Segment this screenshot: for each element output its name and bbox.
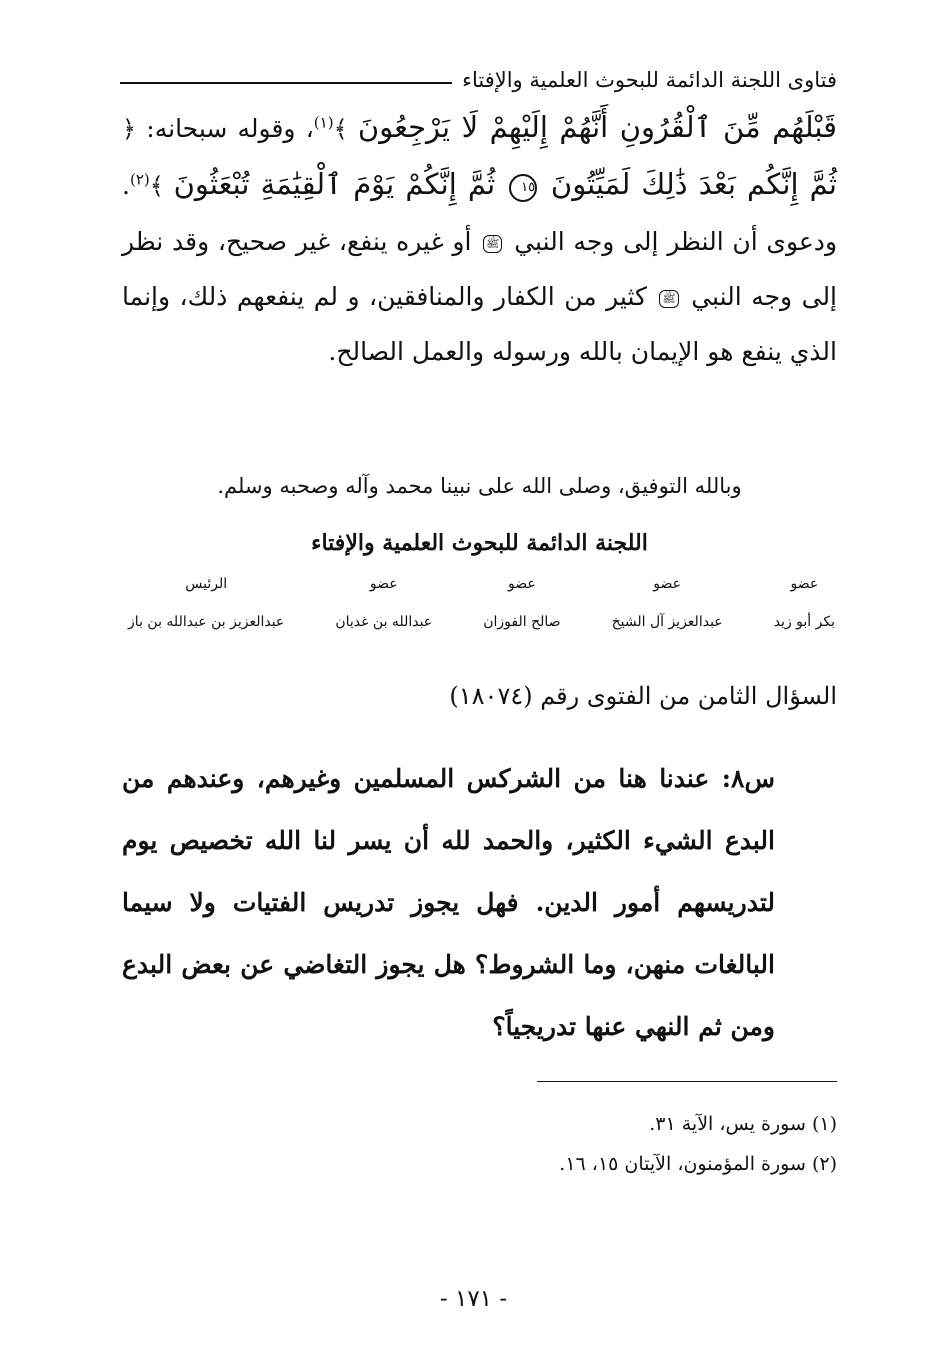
signatory xyxy=(774,576,835,630)
verse-number-icon: ١٥ xyxy=(509,174,537,202)
answer-text-2: . ودعوى أن النظر إلى وجه النبي xyxy=(122,171,838,256)
signatory xyxy=(128,576,284,630)
signatory xyxy=(612,576,723,630)
header-title: فتاوى اللجنة الدائمة للبحوث العلمية والإفتاء xyxy=(462,68,837,92)
signatory xyxy=(335,576,432,630)
footnotes xyxy=(122,1104,837,1184)
fatwa-answer-text xyxy=(122,100,837,379)
answer-text-4: كثير من الكفار والمنافقين، و لم ينفعهم ذلك، وإنما الذي ينفع هو الإيمان بالله ورسوله والعمل الصالح. xyxy=(122,282,837,366)
signatory xyxy=(483,576,560,630)
signatory-role: عضو xyxy=(790,576,819,592)
question-text: س٨: عندنا هنا من الشركس المسلمين وغيرهم، وعندهم من البدع الشيء الكثير، والحمد لله أن يسر لنا الله تخصيص يوم لتدريسهم أمور الدين. فهل يجوز تدريس الفتيات ولا سيما البالغات منهن، وما الشروط؟ هل يجوز التغاضي عن بعض البدع ومن ثم النهي عنها تدريجياً؟ xyxy=(122,764,776,1041)
signatory-name: عبدالله بن غديان xyxy=(335,614,433,630)
quran-verse-2a: ثُمَّ إِنَّكُم بَعْدَ ذَٰلِكَ لَمَيِّتُونَ xyxy=(550,167,837,201)
salawat-icon: ﷺ xyxy=(483,235,502,253)
footnote-marker-1: (١) xyxy=(313,113,334,132)
signatories xyxy=(128,576,835,630)
signatory-role: عضو xyxy=(653,576,681,592)
answer-text-3: أو غيره ينفع، غير صحيح، وقد نظر إلى وجه النبي xyxy=(122,227,838,311)
footnote-marker-2: (٢) xyxy=(129,170,150,189)
ornate-bracket-open: ﴿ xyxy=(122,115,137,143)
answer-text-1: ، وقوله سبحانه: xyxy=(146,114,314,143)
quran-verse-2b: ثُمَّ إِنَّكُمْ يَوْمَ ٱلْقِيَٰمَةِ تُبْعَثُونَ xyxy=(173,167,496,201)
header-rule xyxy=(120,82,452,84)
page-number: - ١٧١ - xyxy=(439,1286,508,1312)
footnote-divider xyxy=(537,1081,837,1082)
ornate-bracket-close: ﴾ xyxy=(149,172,164,200)
footnote-1: (١) سورة يس، الآية ٣١. xyxy=(649,1113,837,1135)
running-header xyxy=(120,52,837,92)
signatory-name: عبدالعزيز بن عبدالله بن باز xyxy=(128,614,285,630)
salawat-icon: ﷺ xyxy=(659,290,678,308)
signatory-name: صالح الفوزان xyxy=(483,614,561,630)
footnote-2: (٢) سورة المؤمنون، الآيتان ١٥، ١٦. xyxy=(559,1153,837,1175)
question-heading: السؤال الثامن من الفتوى رقم (١٨٠٧٤) xyxy=(449,682,837,710)
quran-verse-1: قَبْلَهُم مِّنَ ٱلْقُرُونِ أَنَّهُمْ إِلَيْهِمْ لَا يَرْجِعُونَ xyxy=(357,110,837,144)
signatory-role: عضو xyxy=(369,576,398,592)
ornate-bracket-close: ﴾ xyxy=(333,115,348,143)
signatory-role: الرئيس xyxy=(185,576,228,592)
committee-name: اللجنة الدائمة للبحوث العلمية والإفتاء xyxy=(311,530,648,556)
closing-formula: وبالله التوفيق، وصلى الله على نبينا محمد وآله وصحبه وسلم. xyxy=(217,474,742,498)
signatory-name: عبدالعزيز آل الشيخ xyxy=(611,614,723,630)
signatory-name: بكر أبو زيد xyxy=(773,614,835,630)
signatory-role: عضو xyxy=(508,576,536,592)
